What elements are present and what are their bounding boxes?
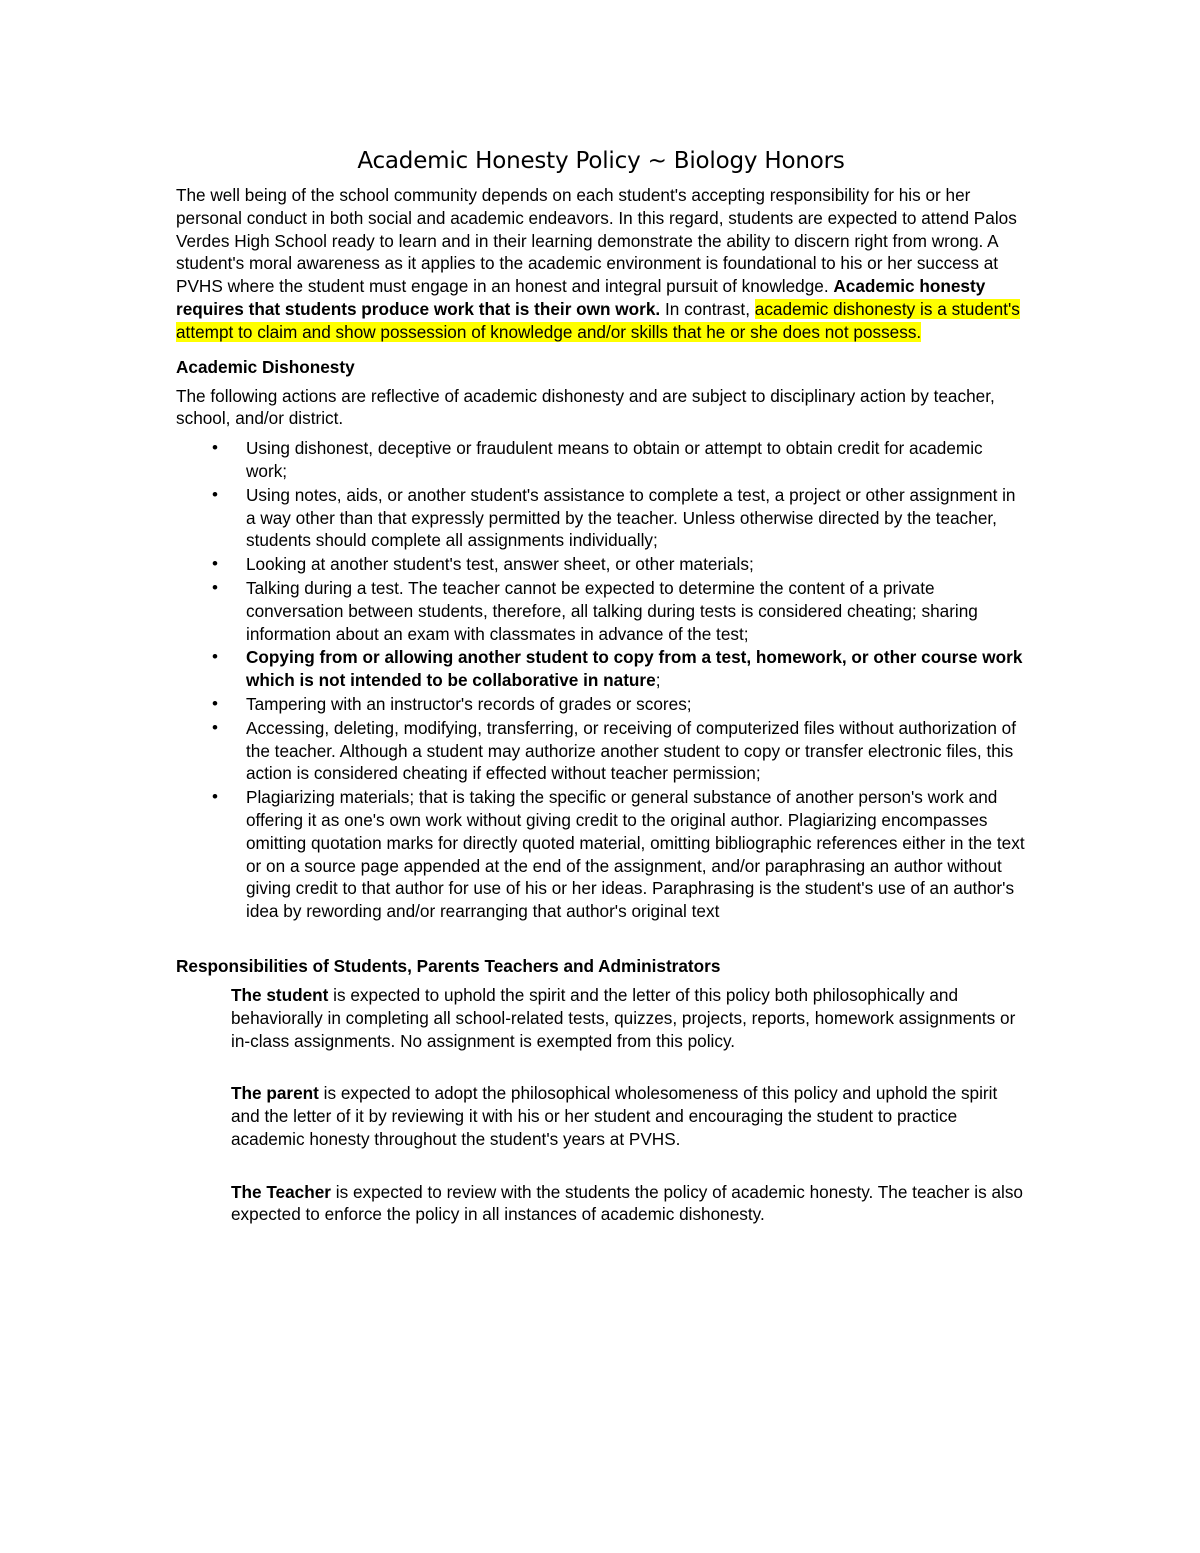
list-item-tail: ; bbox=[655, 670, 661, 691]
list-item-text: Looking at another student's test, answer sheet, or other materials; bbox=[246, 554, 754, 575]
list-item bbox=[176, 786, 1026, 923]
list-item-text: Using notes, aids, or another student's assistance to complete a test, a project or other assignment in a way other than that expressly permitted by the teacher. Unless otherwise directed by the teacher, students should complete all assignments individually; bbox=[246, 484, 1016, 551]
bullet-icon: • bbox=[212, 717, 218, 737]
list-item bbox=[176, 437, 1026, 483]
section-lead: The following actions are reflective of academic dishonesty and are subject to disciplinary action by teacher, school, and/or district. bbox=[176, 385, 995, 429]
bullet-icon: • bbox=[212, 484, 218, 504]
parent-text: is expected to adopt the philosophical wholesomeness of this policy and uphold the spirit and the letter of it by reviewing it with his or her student and encouraging the student to practice academic honesty throughout the student's years at PVHS. bbox=[231, 1083, 998, 1149]
list-item bbox=[176, 693, 1026, 716]
intro-bold-statement: Academic honesty requires that students produce work that is their own work. bbox=[176, 276, 986, 319]
document-body bbox=[176, 146, 1026, 1256]
student-text: is expected to uphold the spirit and the letter of this policy both philosophically and behaviorally in completing all school-related tests, quizzes, projects, reports, homework assignments or in-class assignments. No assignment is exempted from this policy. bbox=[231, 984, 1016, 1051]
student-label: The student bbox=[231, 984, 329, 1005]
parent-responsibility bbox=[231, 1082, 1026, 1150]
highlighted-definition: academic dishonesty is a student's attempt to claim and show possession of knowledge and/or skills that he or she does not possess. bbox=[176, 298, 1020, 342]
teacher-label: The Teacher bbox=[231, 1181, 331, 1202]
list-item-bold-text: Copying from or allowing another student to copy from a test, homework, or other course work which is not intended to be collaborative in nature bbox=[246, 647, 1023, 691]
list-item bbox=[176, 553, 1026, 576]
teacher-text: is expected to review with the students the policy of academic honesty. The teacher is also expected to enforce the policy in all instances of academic dishonesty. bbox=[231, 1181, 1023, 1225]
list-item bbox=[176, 646, 1026, 692]
parent-label: The parent bbox=[231, 1083, 319, 1104]
bullet-icon: • bbox=[212, 787, 218, 807]
list-item-text: Talking during a test. The teacher cannot be expected to determine the content of a private conversation between students, therefore, all talking during tests is considered cheating; sharing information about an exam with classmates in advance of the test; bbox=[246, 577, 978, 644]
list-item-text: Using dishonest, deceptive or fraudulent means to obtain or attempt to obtain credit for academic work; bbox=[246, 438, 983, 481]
dishonesty-list bbox=[176, 437, 1026, 923]
document-title: Academic Honesty Policy ~ Biology Honors bbox=[357, 148, 845, 174]
intro-paragraph bbox=[176, 184, 1026, 344]
section-heading-responsibilities: Responsibilities of Students, Parents Teachers and Administrators bbox=[176, 955, 721, 976]
teacher-responsibility bbox=[231, 1181, 1026, 1227]
list-item-text: Tampering with an instructor's records of grades or scores; bbox=[246, 693, 692, 714]
list-item bbox=[176, 484, 1026, 552]
section-heading-academic-dishonesty: Academic Dishonesty bbox=[176, 356, 355, 377]
list-item bbox=[176, 717, 1026, 785]
intro-connector: In contrast, bbox=[660, 298, 755, 319]
bullet-icon: • bbox=[212, 554, 218, 574]
list-item bbox=[176, 577, 1026, 645]
bullet-icon: • bbox=[212, 693, 218, 713]
student-responsibility bbox=[231, 984, 1026, 1052]
bullet-icon: • bbox=[212, 577, 218, 597]
list-item-text: Plagiarizing materials; that is taking the specific or general substance of another person's work and offering it as one's own work without giving credit to the original author. Plagiarizing encompasses omitting quotation marks for directly quoted material, omitting bibliographic references either in the text or on a source page appended at the end of the assignment, and/or paraphrasing an author without giving credit to that author for use of his or her ideas. Paraphrasing is the student's use of an author's idea by rewording and/or rearranging that author's original text bbox=[246, 787, 1025, 922]
bullet-icon: • bbox=[212, 647, 218, 667]
intro-text: The well being of the school community depends on each student's accepting responsibility for his or her personal conduct in both social and academic endeavors. In this regard, students are expected to attend Palos Verdes High School ready to learn and in their learning demonstrate the ability to discern right from wrong. A student's moral awareness as it applies to the academic environment is foundational to his or her success at PVHS where the student must engage in an honest and integral pursuit of knowledge. bbox=[176, 185, 1017, 297]
bullet-icon: • bbox=[212, 438, 218, 458]
list-item-text: Accessing, deleting, modifying, transferring, or receiving of computerized files without authorization of the teacher. Although a student may authorize another student to copy or transfer electronic files, this action is considered cheating if effected without teacher permission; bbox=[246, 717, 1017, 784]
